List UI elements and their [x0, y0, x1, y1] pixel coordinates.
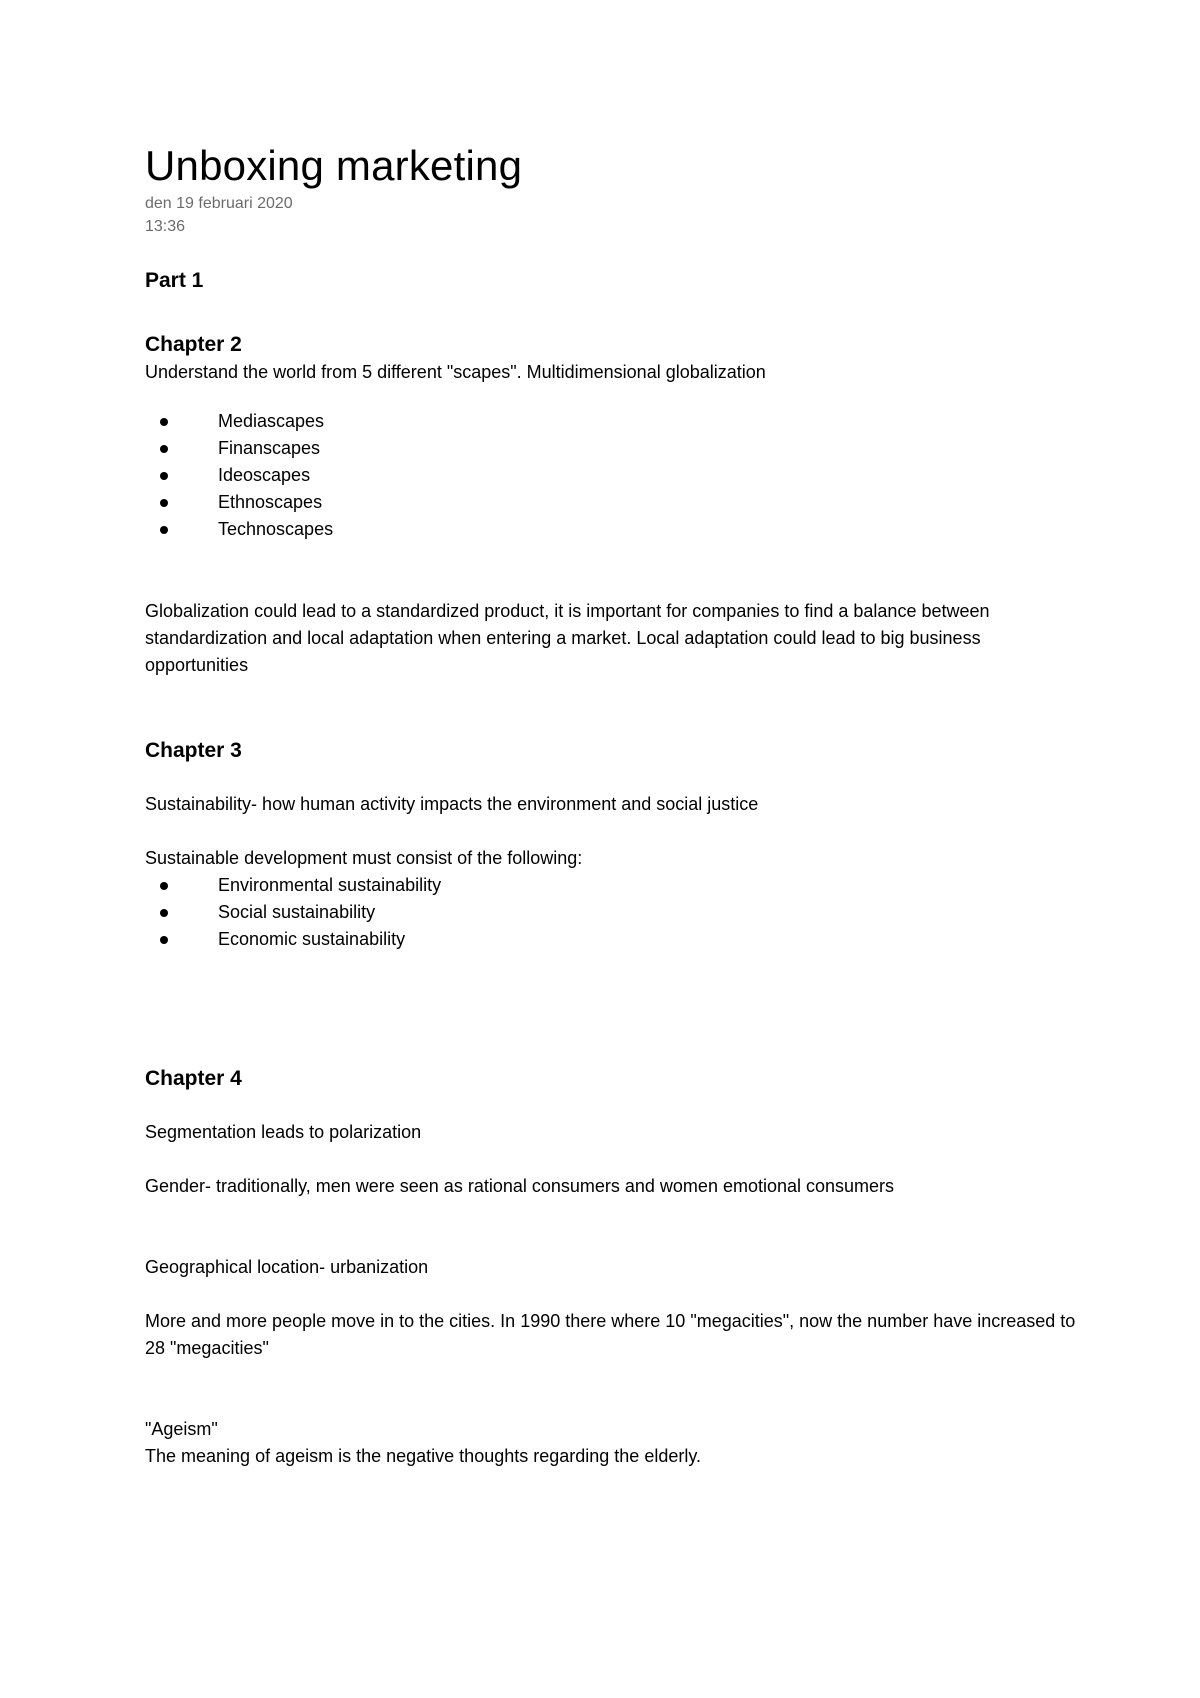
ageism-heading: "Ageism"	[145, 1419, 218, 1439]
chapter-2-intro: Understand the world from 5 different "scapes". Multidimensional globalization	[145, 362, 766, 382]
list-item: Finanscapes	[145, 435, 1085, 462]
urbanization-text: More and more people move in to the cities. In 1990 there where 10 "megacities", now the number have increased to 28 "megacities"	[145, 1311, 1076, 1358]
document-date: den 19 februari 2020	[145, 195, 293, 212]
part-1-heading: Part 1	[145, 269, 204, 292]
scapes-list	[145, 408, 1085, 543]
document-page	[145, 140, 1085, 1470]
bullet-icon	[160, 526, 168, 534]
chapter-2-heading: Chapter 2	[145, 333, 242, 356]
list-item: Social sustainability	[145, 899, 1085, 926]
bullet-icon	[160, 472, 168, 480]
segmentation-text: Segmentation leads to polarization	[145, 1122, 422, 1142]
chapter-4-heading: Chapter 4	[145, 1067, 242, 1090]
gender-text: Gender- traditionally, men were seen as rational consumers and women emotional consumers	[145, 1176, 895, 1196]
geographical-location-heading: Geographical location- urbanization	[145, 1257, 429, 1277]
bullet-icon	[160, 936, 168, 944]
ageism-text: The meaning of ageism is the negative thoughts regarding the elderly.	[145, 1446, 702, 1466]
sustainability-list	[145, 872, 1085, 953]
list-item: Mediascapes	[145, 408, 1085, 435]
document-time: 13:36	[145, 218, 186, 235]
list-item: Technoscapes	[145, 516, 1085, 543]
bullet-icon	[160, 499, 168, 507]
bullet-icon	[160, 445, 168, 453]
document-title: Unboxing marketing	[145, 142, 523, 189]
list-item: Economic sustainability	[145, 926, 1085, 953]
bullet-icon	[160, 909, 168, 917]
list-item: Environmental sustainability	[145, 872, 1085, 899]
list-item: Ideoscapes	[145, 462, 1085, 489]
sustainability-definition: Sustainability- how human activity impacts the environment and social justice	[145, 794, 759, 814]
sustainable-development-intro: Sustainable development must consist of the following:	[145, 848, 583, 868]
chapter-3-heading: Chapter 3	[145, 739, 242, 762]
list-item: Ethnoscapes	[145, 489, 1085, 516]
globalization-paragraph: Globalization could lead to a standardized product, it is important for companies to find a balance between standardization and local adaptation when entering a market. Local adaptation could lead to big business opportunities	[145, 601, 990, 675]
bullet-icon	[160, 418, 168, 426]
bullet-icon	[160, 882, 168, 890]
